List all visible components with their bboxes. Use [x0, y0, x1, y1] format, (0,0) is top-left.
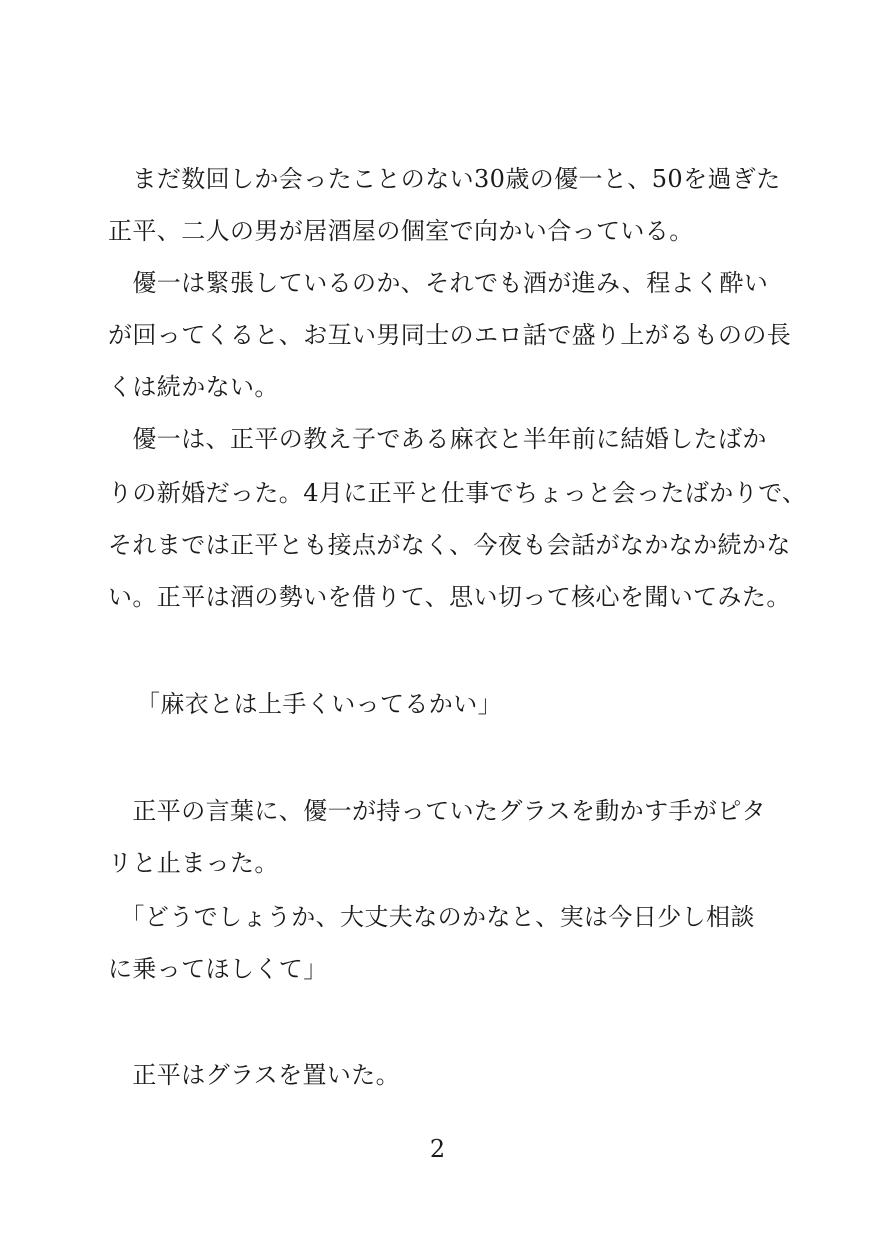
- dialogue-line: に乗ってほしくて」: [108, 955, 328, 983]
- dialogue-line: 「どうでしょうか、大丈夫なのかなと、実は今日少し相談: [108, 903, 755, 931]
- text-line: くは続かない。: [108, 373, 279, 401]
- dialogue-line: 「麻衣とは上手くいってるかい」: [136, 690, 502, 718]
- text-line: まだ数回しか会ったことのない30歳の優一と、50を過ぎた: [108, 165, 781, 193]
- text-line: 正平はグラスを置いた。: [108, 1061, 401, 1089]
- text-line: 正平の言葉に、優一が持っていたグラスを動かす手がピタ: [108, 797, 767, 825]
- text-line: 優一は、正平の教え子である麻衣と半年前に結婚したばか: [108, 425, 767, 453]
- text-line: 正平、二人の男が居酒屋の個室で向かい合っている。: [108, 217, 694, 245]
- text-line: 優一は緊張しているのか、それでも酒が進み、程よく酔い: [108, 269, 769, 297]
- text-line: い。正平は酒の勢いを借りて、思い切って核心を聞いてみた。: [108, 583, 791, 611]
- text-line: リと止まった。: [108, 849, 279, 877]
- text-line: それまでは正平とも接点がなく、今夜も会話がなかなか続かな: [108, 531, 791, 559]
- text-line: が回ってくると、お互い男同士のエロ話で盛り上がるものの長: [108, 321, 792, 349]
- text-line: りの新婚だった。4月に正平と仕事でちょっと会ったばかりで、: [108, 479, 807, 507]
- page-number: 2: [429, 1135, 446, 1163]
